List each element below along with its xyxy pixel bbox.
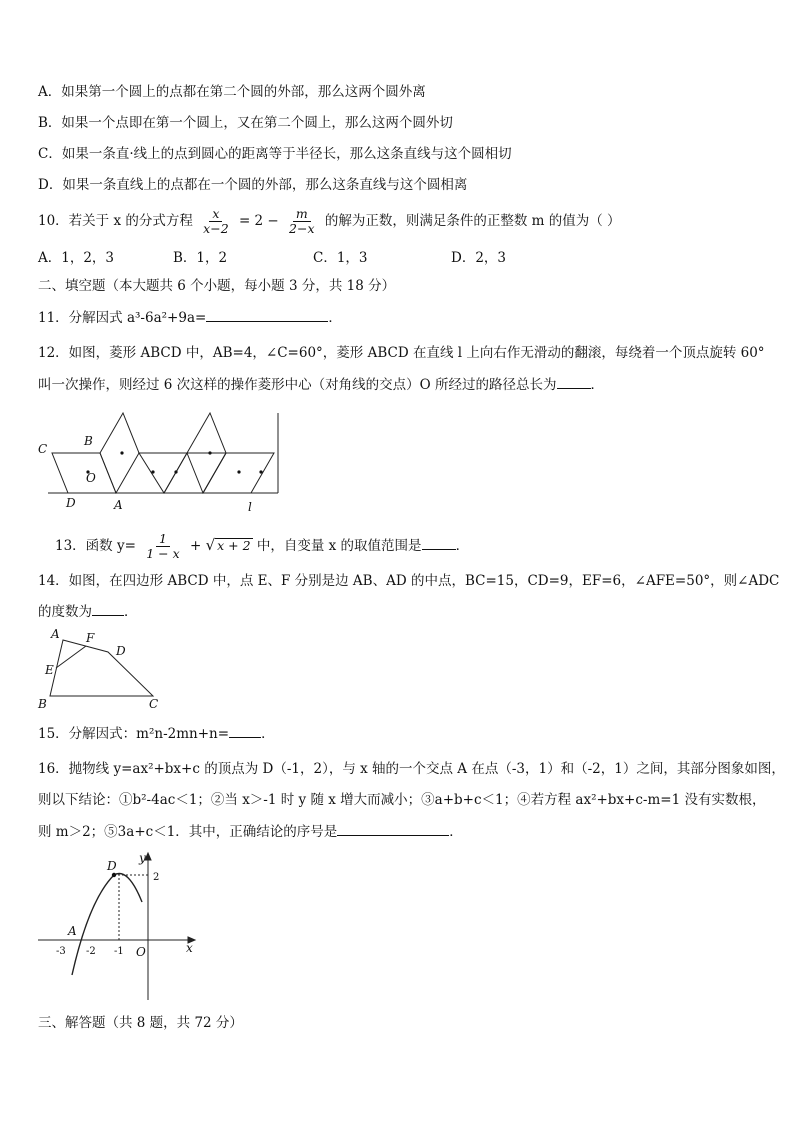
q12-line-1: 12．如图，菱形 ABCD 中，AB=4，∠C=60°，菱形 ABCD 在直线 l 上向右作无滑动的翻滚，每绕着一个顶点旋转 60° <box>38 345 765 361</box>
q16-label-x: x <box>186 941 193 955</box>
q14-answer-blank[interactable] <box>92 601 124 616</box>
q14-label-a: A <box>51 627 60 641</box>
q10-f1-denominator: x−2 <box>203 221 229 236</box>
q16-answer-blank[interactable] <box>337 821 449 836</box>
q16-y-axis-arrow-icon <box>145 853 151 860</box>
q12-rhombus-figure <box>36 410 281 515</box>
q12-center-5 <box>208 451 211 454</box>
q13-denominator: 1 − x <box>146 546 180 561</box>
q10-f2-numerator: m <box>293 207 311 222</box>
q16-label-x-m2: -2 <box>86 946 96 957</box>
q10-fraction-1 <box>200 207 231 236</box>
q14-label-e: E <box>45 663 54 677</box>
q12-label-l: l <box>248 500 252 514</box>
q13-numerator: 1 <box>156 532 170 547</box>
q10-options <box>38 248 738 268</box>
section-3-title: 三、解答题（共 8 题，共 72 分） <box>38 1015 243 1031</box>
q13-sqrt-body: x + 2 <box>217 538 251 553</box>
q10-prefix: 10．若关于 x 的分式方程 <box>38 213 193 229</box>
q16-label-x-m1: -1 <box>114 946 124 957</box>
q15 <box>38 723 275 744</box>
q12-line-2-text: 叫一次操作，则经过 6 次这样的操作菱形中心（对角线的交点）O 所经过的路径总长为 <box>38 377 557 393</box>
q12-label-b: B <box>84 434 93 448</box>
section-2-title: 二、填空题（本大题共 6 个小题，每小题 3 分，共 18 分） <box>38 278 396 294</box>
q16-line-3-text: 则 m＞2；⑤3a+c＜1．其中，正确结论的序号是 <box>38 824 338 840</box>
q11-end: ． <box>328 310 342 326</box>
q14-line-2 <box>38 601 138 622</box>
q12-center-7 <box>259 470 262 473</box>
q13-end: ． <box>455 538 470 554</box>
q9-option-b: B．如果一个点即在第一个圆上，又在第二个圆上，那么这两个圆外切 <box>38 115 453 131</box>
q12-label-c: C <box>38 442 48 456</box>
q16-label-y: y <box>139 851 146 865</box>
q9-option-a: A．如果第一个圆上的点都在第二个圆的外部，那么这两个圆外离 <box>38 84 426 100</box>
q10-option-c: C．1，3 <box>313 250 368 266</box>
q16-label-d: D <box>107 859 117 873</box>
q12-center-4 <box>174 470 177 473</box>
q16-label-y-2: 2 <box>153 872 160 883</box>
q14-quadrilateral-figure <box>36 625 166 713</box>
q13-prefix: 13．函数 y= <box>55 538 136 554</box>
q10-option-d: D．2，3 <box>451 250 507 266</box>
q12-center-3 <box>151 470 154 473</box>
q12-line-2 <box>38 374 604 395</box>
q11 <box>38 307 342 328</box>
q16-line-1: 16．抛物线 y=ax²+bx+c 的顶点为 D（-1，2），与 x 轴的一个交点 A 在点（-3，1）和（-2，1）之间，其部分图象如图， <box>38 761 785 777</box>
q14-line-2-text: 的度数为 <box>38 604 92 620</box>
q13 <box>55 530 469 561</box>
q14-label-f: F <box>86 631 95 645</box>
q12-label-a: A <box>114 498 123 512</box>
q11-answer-blank[interactable] <box>206 307 328 322</box>
q12-rhombus-2 <box>100 413 139 493</box>
q9-option-c: C．如果一条直·线上的点到圆心的距离等于半径长，那么这条直线与这个圆相切 <box>38 146 512 162</box>
q14-line-1: 14．如图，在四边形 ABCD 中，点 E、F 分别是边 AB、AD 的中点，BC=15，CD=9，EF=6，∠AFE=50°，则∠ADC <box>38 573 780 589</box>
q9-option-d: D．如果一条直线上的点都在一个圆的外部，那么这条直线与这个圆相离 <box>38 177 468 193</box>
q12-answer-blank[interactable] <box>557 374 591 389</box>
q10-f2-denominator: 2−x <box>289 221 315 236</box>
q14-label-c: C <box>149 697 159 711</box>
q12-end: ． <box>590 377 605 393</box>
q15-text: 15．分解因式：m²n-2mn+n= <box>38 726 230 742</box>
q16-label-a: A <box>68 924 77 938</box>
q16-parabola-figure <box>36 850 201 1002</box>
q14-end: ． <box>124 604 138 620</box>
q12-center-6 <box>237 470 240 473</box>
q12-label-d: D <box>66 496 76 510</box>
q16-vertex-d <box>112 873 116 877</box>
q16-label-x-m3: -3 <box>56 946 66 957</box>
q12-rhombus-1 <box>52 453 116 493</box>
q10-mid: = 2 − <box>238 213 279 229</box>
q10-f1-numerator: x <box>209 207 222 222</box>
q16-label-origin: O <box>136 945 146 959</box>
q13-fraction <box>143 532 182 561</box>
q12-label-o: O <box>86 471 96 485</box>
q10-fraction-2 <box>286 207 317 236</box>
q13-answer-blank[interactable] <box>422 535 456 550</box>
q12-rhombus-3 <box>139 453 187 493</box>
q10-option-b: B．1，2 <box>173 250 228 266</box>
q15-answer-blank[interactable] <box>229 723 261 738</box>
q10-suffix: 的解为正数，则满足条件的正整数 m 的值为（ ） <box>324 213 621 229</box>
q10-option-a: A．1，2，3 <box>38 250 115 266</box>
q13-plus: + <box>189 538 202 554</box>
q11-text: 11．分解因式 a³-6a²+9a= <box>38 310 207 326</box>
sqrt-sign-icon: √ <box>205 536 216 554</box>
q10-stem <box>38 206 621 236</box>
q13-sqrt <box>206 538 253 554</box>
q14-quadrilateral-abcd <box>50 640 153 696</box>
q16-parabola-curve <box>72 874 142 975</box>
q14-label-b: B <box>38 697 47 711</box>
q12-center-2 <box>120 451 123 454</box>
q13-suffix: 中，自变量 x 的取值范围是 <box>256 538 422 554</box>
q16-line-3 <box>38 821 463 842</box>
q15-end: ． <box>261 726 275 742</box>
q14-label-d: D <box>116 644 126 658</box>
q16-end: ． <box>449 824 463 840</box>
q16-line-2: 则以下结论：①b²-4ac＜1；②当 x＞-1 时 y 随 x 增大而减小；③a+b+c＜1；④若方程 ax²+bx+c-m=1 没有实数根， <box>38 792 766 808</box>
